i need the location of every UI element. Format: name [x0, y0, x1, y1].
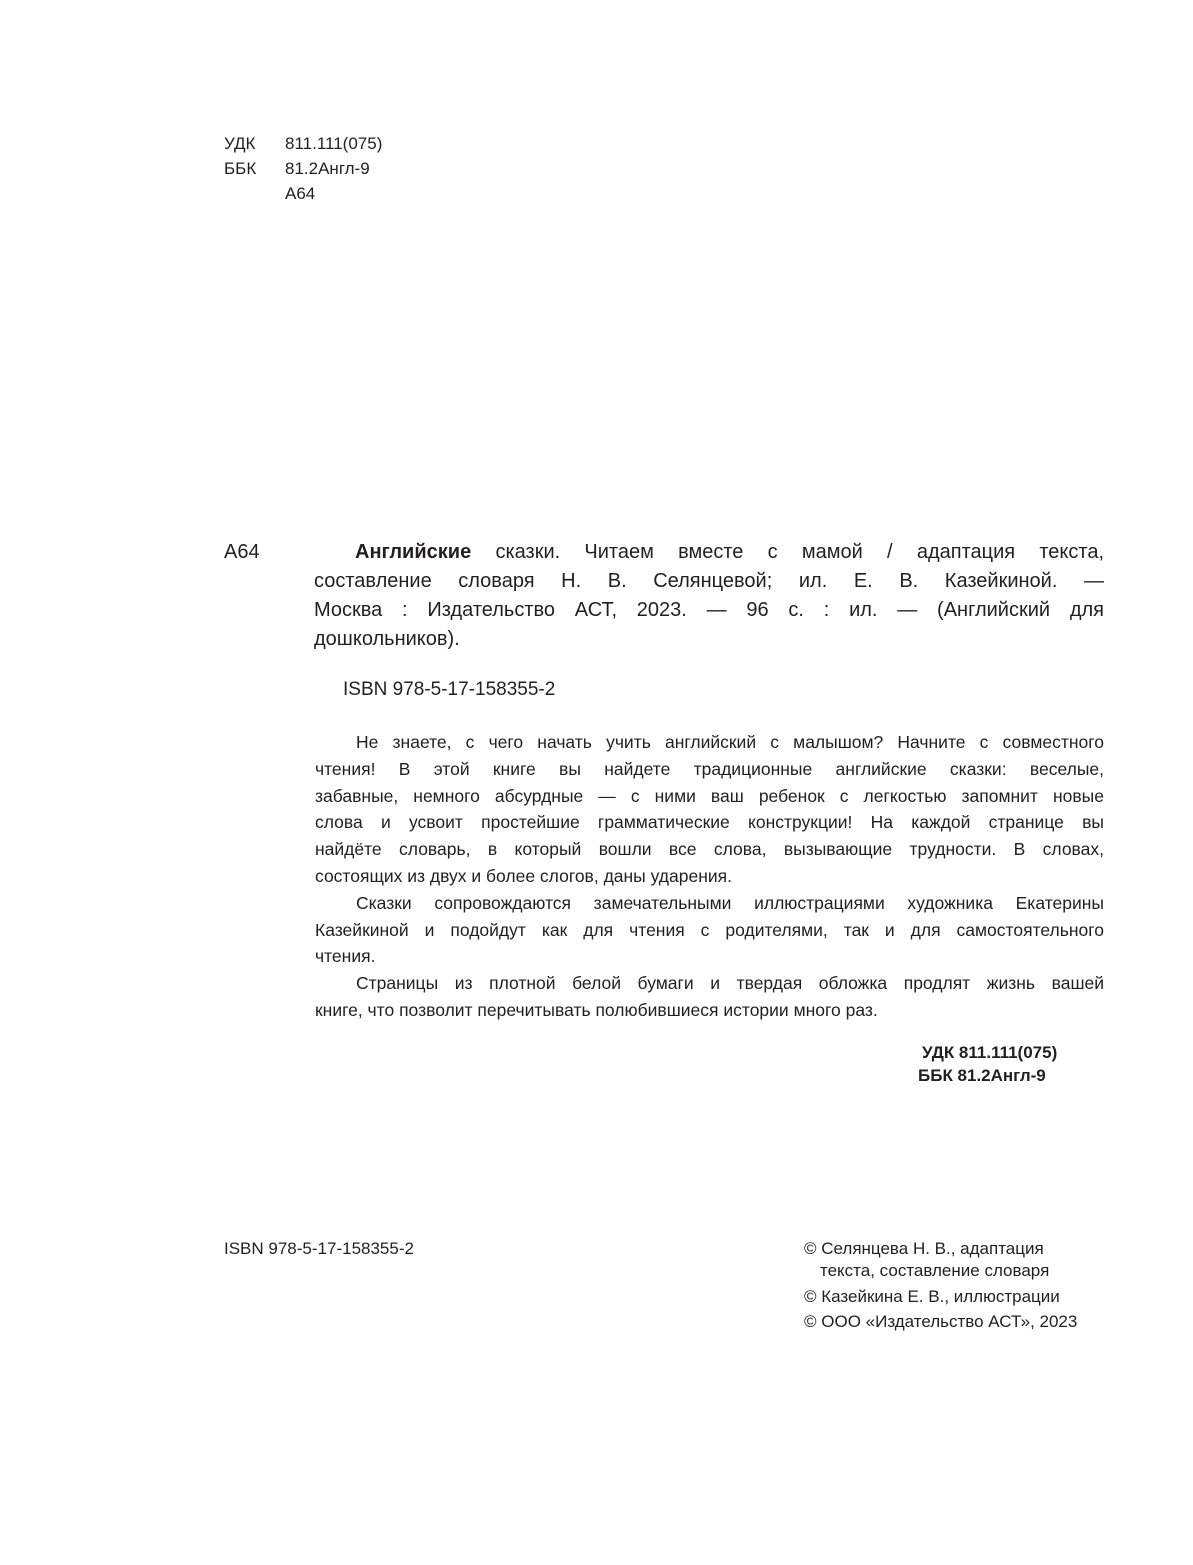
desc-line: Не знаете, с чего начать учить английский с малышом? Начните с совместного [356, 732, 1104, 752]
copyright-line: © Селянцева Н. В., адаптация [804, 1239, 1044, 1258]
desc-line: слова и усвоит простейшие грамматические конструкции! На каждой странице вы [315, 812, 1104, 833]
entry-line-text: сказки. Читаем вместе с мамой / адаптация текста, [471, 541, 1104, 563]
copyright-line: © ООО «Издательство АСТ», 2023 [804, 1312, 1078, 1331]
desc-line: Казейкиной и подойдут как для чтения с родителями, так и для самостоятельного [315, 919, 1104, 940]
footer-isbn: ISBN 978-5-17-158355-2 [224, 1239, 414, 1258]
desc-line: найдёте словарь, в который вошли все слова, вызывающие трудности. В словах, [315, 839, 1104, 860]
desc-line: Сказки сопровождаются замечательными иллюстрациями художника Екатерины [356, 892, 1104, 913]
copyright-line: © Казейкина Е. В., иллюстрации [804, 1287, 1060, 1306]
entry-line [314, 538, 1104, 567]
udk-bold: УДК 811.111(075) [922, 1043, 1058, 1062]
entry-line: дошкольников). [314, 628, 460, 650]
bbk-bold: ББК 81.2Англ-9 [918, 1066, 1046, 1085]
desc-line: чтения! В этой книге вы найдете традиционные английские сказки: веселые, [315, 758, 1104, 779]
entry-title-bold: Английские [355, 541, 472, 563]
desc-line: чтения. [315, 946, 376, 967]
author-mark: А64 [285, 184, 316, 203]
udk-value: 811.111(075) [285, 134, 383, 153]
annotation [315, 729, 1104, 1024]
desc-line: Страницы из плотной белой бумаги и твердая обложка продлят жизнь вашей [356, 973, 1104, 994]
copyright-line: текста, составление словаря [820, 1261, 1050, 1280]
entry-isbn: ISBN 978-5-17-158355-2 [343, 679, 556, 700]
bbk-value: 81.2Англ-9 [285, 159, 370, 178]
entry-line: Москва : Издательство АСТ, 2023. — 96 с. : ил. — (Английский для [314, 599, 1104, 621]
bbk-label: ББК [224, 159, 257, 178]
desc-line: книге, что позволит перечитывать полюбившиеся истории много раз. [315, 999, 878, 1020]
desc-line: состоящих из двух и более слогов, даны ударения. [315, 865, 732, 886]
entry-author-mark: А64 [224, 541, 260, 563]
entry-line: составление словаря Н. В. Селянцевой; ил. Е. В. Казейкиной. — [314, 570, 1104, 592]
bibliographic-entry [314, 538, 1104, 654]
udk-label: УДК [224, 134, 256, 153]
desc-line: забавные, немного абсурдные — с ними ваш ребенок с легкостью запомнит новые [315, 785, 1104, 806]
